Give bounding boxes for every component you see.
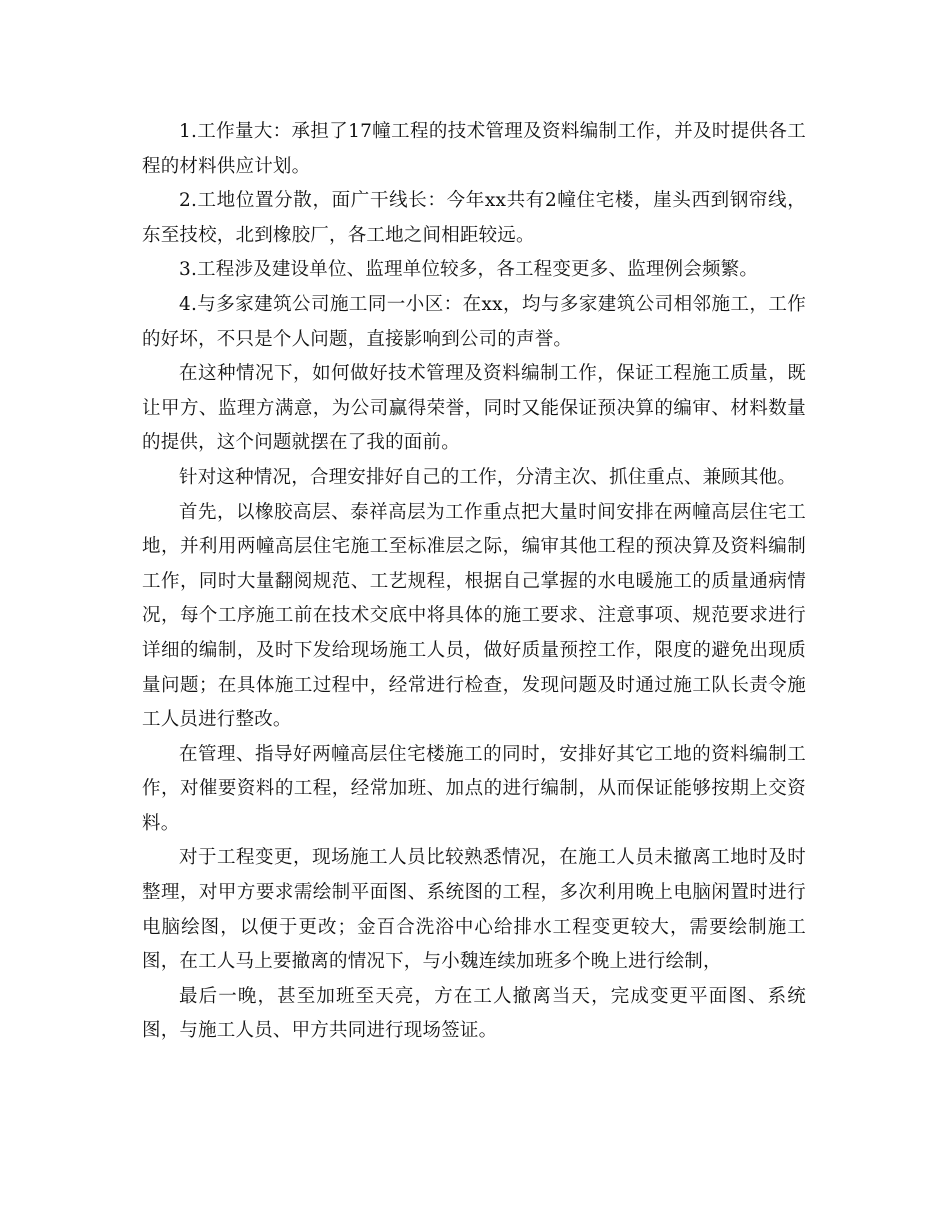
paragraph-site-locations: 2.工地位置分散，面广干线长：今年xx共有2幢住宅楼，崖头西到钢帘线，东至技校，北到橡胶厂，各工地之间相距较远。 [142,190,806,246]
paragraph-last-night: 最后一晚，甚至加班至天亮，方在工人撤离当天，完成变更平面图、系统图，与施工人员、甲方共同进行现场签证。 [142,985,806,1042]
paragraph-workload: 1.工作量大：承担了17幢工程的技术管理及资料编制工作，并及时提供各工程的材料供应计划。 [142,121,806,177]
paragraph-situation: 在这种情况下，如何做好技术管理及资料编制工作，保证工程施工质量，既让甲方、监理方满意，为公司赢得荣誉，同时又能保证预决算的编审、材料数量的提供，这个问题就摆在了我的面前。 [142,363,806,454]
paragraph-shared-district: 4.与多家建筑公司施工同一小区：在xx，均与多家建筑公司相邻施工，工作的好坏，不只是个人问题，直接影响到公司的声誉。 [142,293,806,350]
paragraph-other-sites: 在管理、指导好两幢高层住宅楼施工的同时，安排好其它工地的资料编制工作，对催要资料的工程，经常加班、加点的进行编制，从而保证能够按期上交资料。 [142,743,806,834]
paragraph-many-parties: 3.工程涉及建设单位、监理单位较多，各工程变更多、监理例会频繁。 [179,259,759,281]
paragraph-priorities: 针对这种情况，合理安排好自己的工作，分清主次、抓住重点、兼顾其他。 [179,466,797,488]
paragraph-first: 首先，以橡胶高层、泰祥高层为工作重点把大量时间安排在两幢高层住宅工地，并利用两幢高层住宅施工至标准层之际，编审其他工程的预决算及资料编制工作，同时大量翻阅规范、工艺规程，根据自己掌握的水电暖施工的质量通病情况，每个工序施工前在技术交底中将具体的施工要求、注意事项、规范要求进行详细的编制，及时下发给现场施工人员，做好质量预控工作，限度的避免出现质量问题；在具体施工过程中，经常进行检查，发现问题及时通过施工队长责令施工人员进行整改。 [142,501,806,731]
paragraph-changes: 对于工程变更，现场施工人员比较熟悉情况，在施工人员未撤离工地时及时整理，对甲方要求需绘制平面图、系统图的工程，多次利用晚上电脑闲置时进行电脑绘图，以便于更改；金百合洗浴中心给排水工程变更较大，需要绘制施工图，在工人马上要撤离的情况下，与小魏连续加班多个晚上进行绘制， [142,847,806,973]
document-body [142,115,806,1049]
